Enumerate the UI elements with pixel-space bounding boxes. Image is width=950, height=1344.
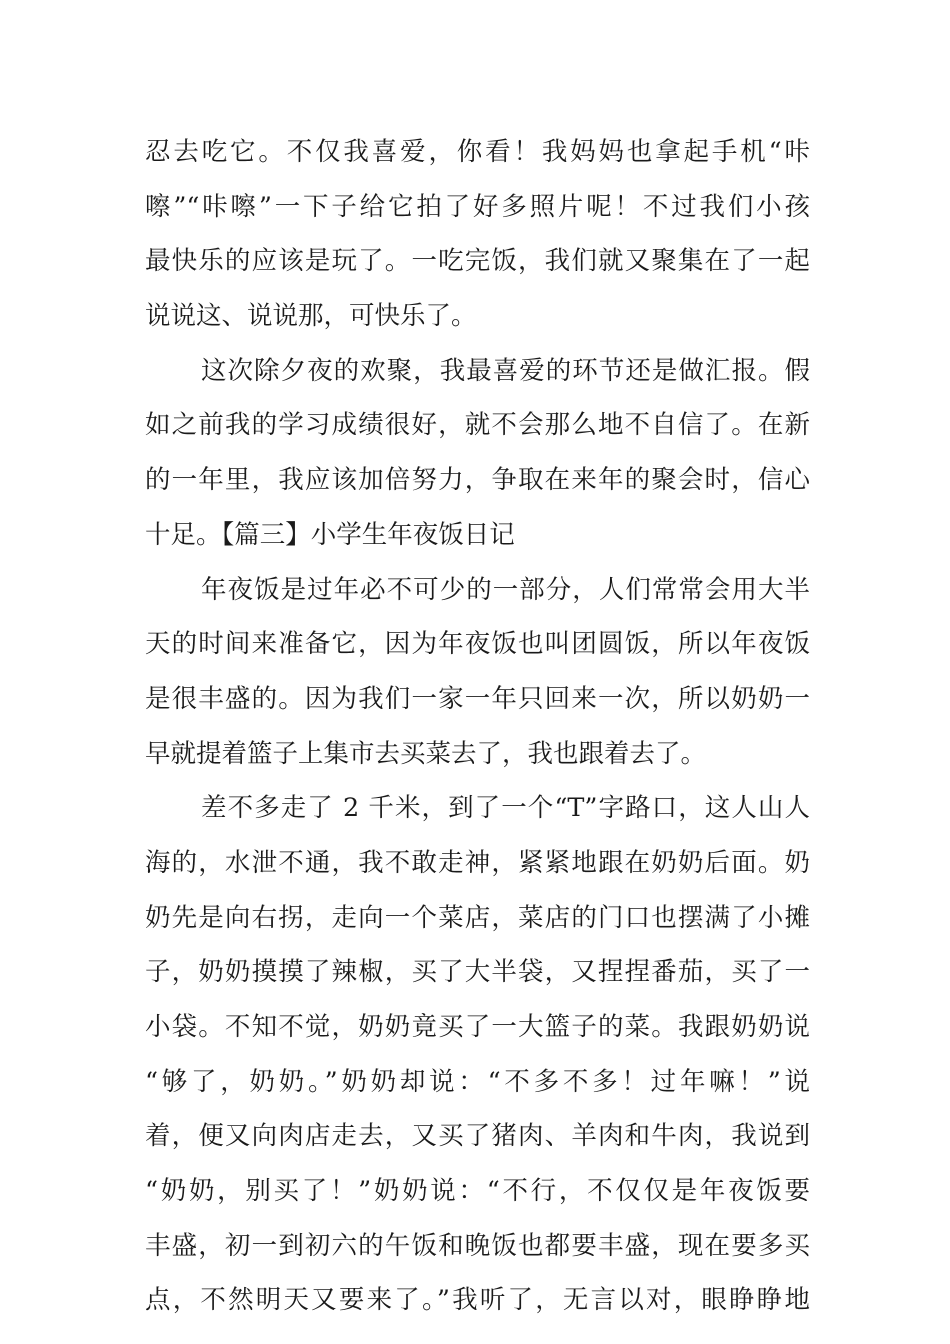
text-line: 嚓”“咔嚓”一下子给它拍了好多照片呢！不过我们小孩: [145, 191, 810, 222]
text-line: 的一年里，我应该加倍努力，争取在来年的聚会时，信心: [145, 465, 810, 496]
body-text: [145, 125, 810, 1328]
text-line: 忍去吃它。不仅我喜爱，你看！我妈妈也拿起手机“咔: [145, 137, 810, 167]
text-line-with-section-heading: 十足。【篇三】小学生年夜饭日记: [145, 519, 515, 550]
text-line: 最快乐的应该是玩了。一吃完饭，我们就又聚集在了一起: [145, 246, 810, 277]
text-line: 子，奶奶摸摸了辣椒，买了大半袋，又捏捏番茄，买了一: [145, 957, 810, 988]
text-line: 是很丰盛的。因为我们一家一年只回来一次，所以奶奶一: [145, 683, 810, 714]
text-line: 着，便又向肉店走去，又买了猪肉、羊肉和牛肉，我说到: [145, 1121, 810, 1152]
text-line: 早就提着篮子上集市去买菜去了，我也跟着去了。: [145, 738, 707, 769]
text-line: 天的时间来准备它，因为年夜饭也叫团圆饭，所以年夜饭: [145, 629, 810, 660]
text-line: “够了，奶奶。”奶奶却说：“不多不多！过年嘛！”说: [145, 1066, 810, 1097]
text-line: 说说这、说说那，可快乐了。: [145, 301, 477, 332]
text-line: 丰盛，初一到初六的午饭和晚饭也都要丰盛，现在要多买: [145, 1230, 810, 1261]
text-line: 点，不然明天又要来了。”我听了，无言以对，眼睁睁地: [145, 1285, 810, 1316]
text-line: 海的，水泄不通，我不敢走神，紧紧地跟在奶奶后面。奶: [145, 847, 810, 878]
paragraph-first-line: 差不多走了 2 千米，到了一个“T”字路口，这人山人: [201, 793, 810, 824]
text-line: 如之前我的学习成绩很好，就不会那么地不自信了。在新: [145, 410, 810, 441]
text-line: 小袋。不知不觉，奶奶竟买了一大篮子的菜。我跟奶奶说: [145, 1012, 810, 1042]
paragraph-first-line: 年夜饭是过年必不可少的一部分，人们常常会用大半: [201, 574, 810, 605]
text-line: “奶奶，别买了！”奶奶说：“不行，不仅仅是年夜饭要: [145, 1176, 810, 1207]
text-line: 奶先是向右拐，走向一个菜店，菜店的门口也摆满了小摊: [145, 902, 810, 933]
paragraph-first-line: 这次除夕夜的欢聚，我最喜爱的环节还是做汇报。假: [201, 355, 810, 386]
